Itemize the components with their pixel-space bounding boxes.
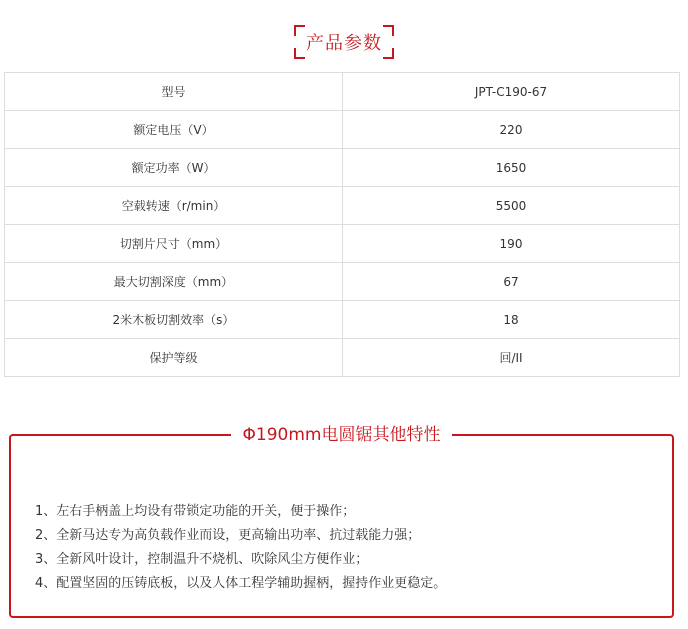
spec-value: 1650 [343,149,680,187]
list-item: 3、全新风叶设计，控制温升不烧机、吹除风尘方便作业； [35,552,369,567]
spec-table [4,72,680,377]
spec-label: 型号 [5,73,343,111]
spec-label: 最大切割深度（mm） [5,263,343,301]
list-item: 1、左右手柄盖上均设有带锁定功能的开关，便于操作； [35,504,356,519]
bracket-corner-bottom-left [294,48,305,59]
bracket-corner-top-left [294,25,305,36]
features-title: Φ190mm电圆锯其他特性 [231,423,453,447]
features-box [9,425,674,618]
spec-label: 额定电压（V） [5,111,343,149]
table-row [5,73,680,111]
spec-value: 18 [343,301,680,339]
table-row [5,263,680,301]
section-header [0,22,688,62]
list-item: 2、全新马达专为高负载作业而设，更高输出功率、抗过载能力强； [35,528,421,543]
spec-value: 回/II [343,339,680,377]
table-row [5,225,680,263]
spec-value: 67 [343,263,680,301]
bracket-corner-bottom-right [383,48,394,59]
spec-label: 保护等级 [5,339,343,377]
section-title: 产品参数 [306,33,382,54]
list-item: 4、配置坚固的压铸底板，以及人体工程学辅助握柄，握持作业更稳定。 [35,576,447,591]
table-row [5,187,680,225]
spec-label: 2米木板切割效率（s） [5,301,343,339]
table-row [5,301,680,339]
section-title-frame [294,25,394,59]
spec-label: 切割片尺寸（mm） [5,225,343,263]
spec-label: 额定功率（W） [5,149,343,187]
spec-value: 220 [343,111,680,149]
spec-value: 5500 [343,187,680,225]
bracket-corner-top-right [383,25,394,36]
table-row [5,149,680,187]
spec-value: JPT-C190-67 [343,73,680,111]
table-row [5,339,680,377]
table-row [5,111,680,149]
features-list [35,500,446,596]
spec-label: 空载转速（r/min） [5,187,343,225]
spec-value: 190 [343,225,680,263]
features-title-wrap [11,423,672,447]
